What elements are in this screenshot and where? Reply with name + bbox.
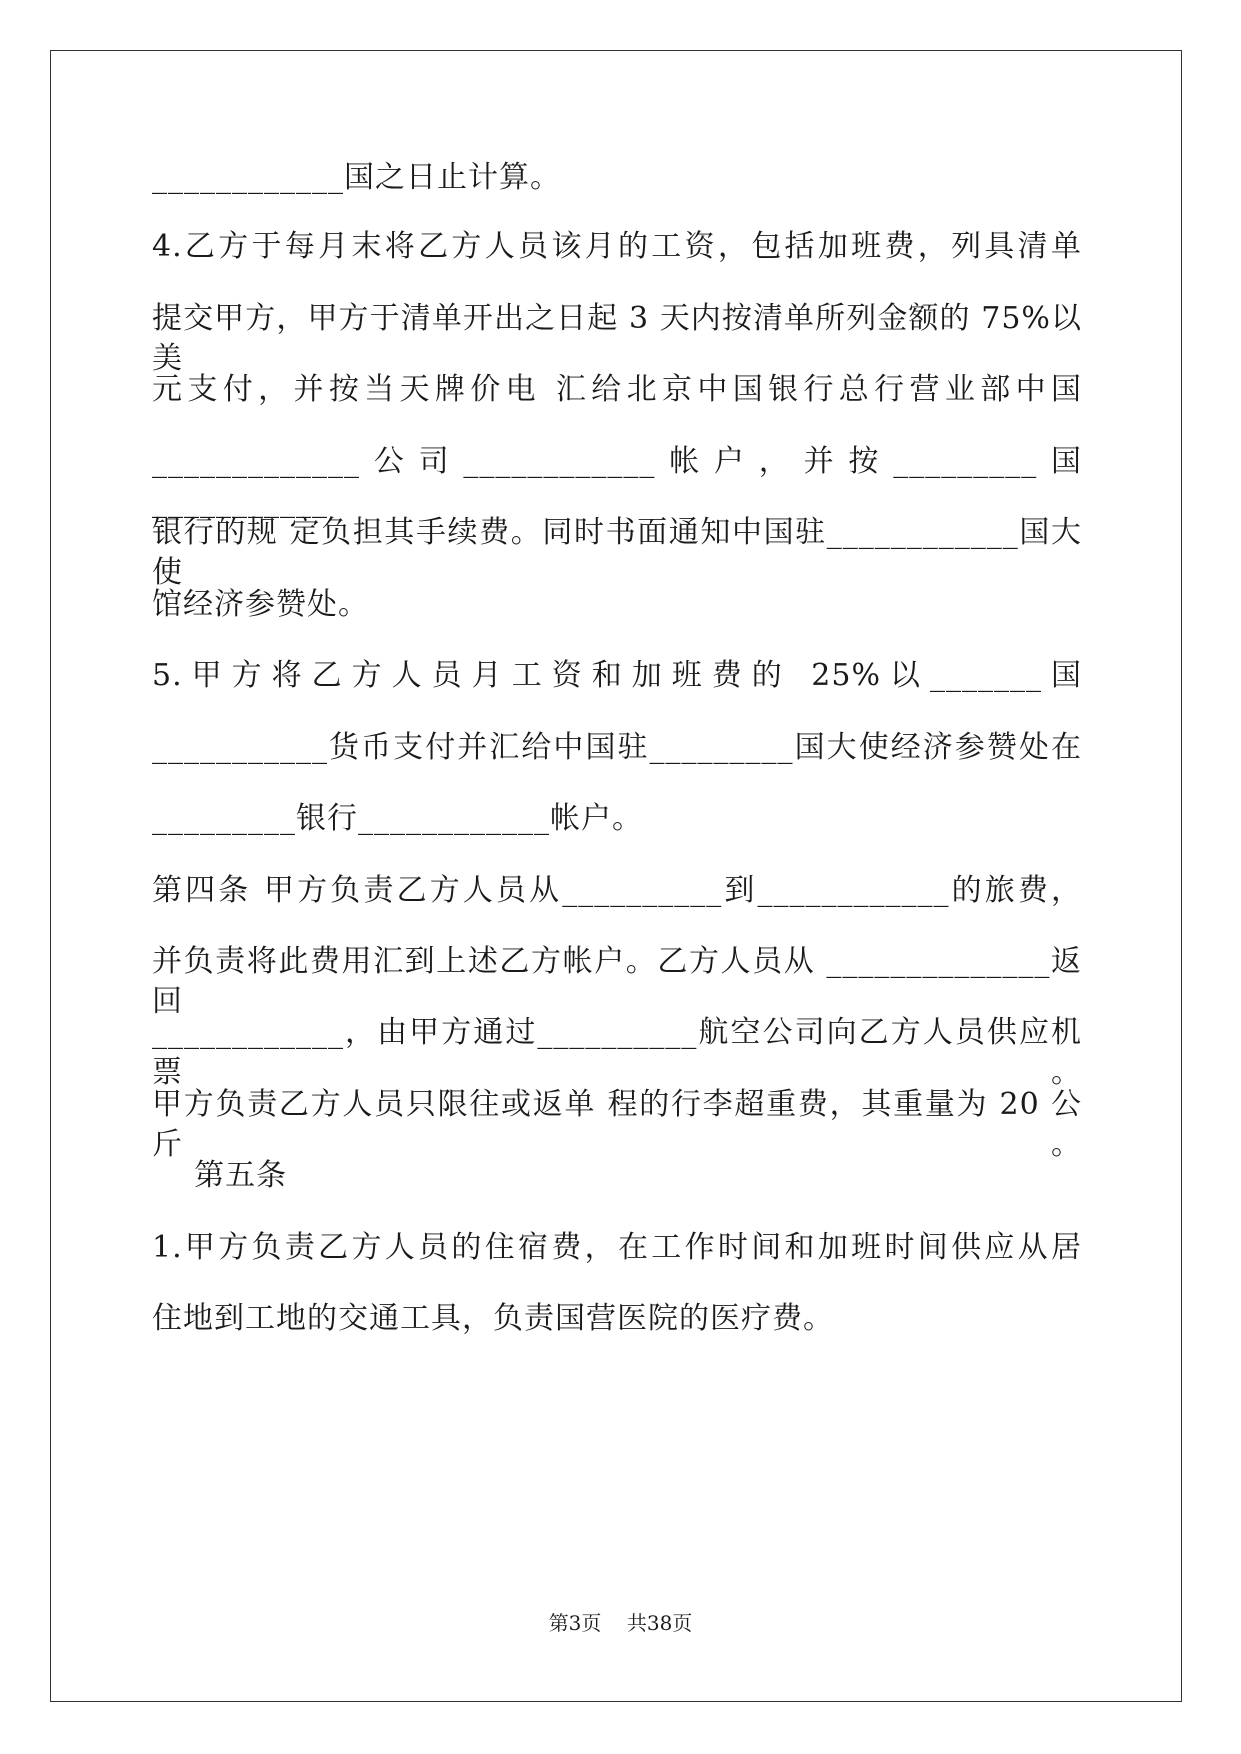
paragraph-line: 第五条 (152, 1158, 288, 1193)
paragraph-line: _____________公司____________帐户，并按_________国___________ (152, 444, 1082, 519)
page-number: 第3页 共38页 (548, 1611, 693, 1635)
paragraph-line: ____________国之日止计算。 (152, 160, 561, 195)
paragraph-line: 提交甲方，甲方于清单开出之日起 3 天内按清单所列金额的 75%以美 (152, 301, 1082, 376)
paragraph-line: 第四条 甲方负责乙方人员从__________到____________的旅费， (152, 873, 1082, 908)
paragraph-line: _________银行____________帐户。 (152, 801, 643, 836)
paragraph-line: 甲方负责乙方人员只限往或返单 程的行李超重费，其重量为 20 公斤。 (152, 1087, 1082, 1162)
paragraph-line: 馆经济参赞处。 (152, 587, 369, 622)
paragraph-line: 银行的规 定负担其手续费。同时书面通知中国驻____________国大使 (152, 515, 1082, 590)
paragraph-line: 5.甲方将乙方人员月工资和加班费的 25%以_______国 (152, 658, 1082, 693)
paragraph-line: 1.甲方负责乙方人员的住宿费，在工作时间和加班时间供应从居 (152, 1230, 1082, 1265)
paragraph-line: 并负责将此费用汇到上述乙方帐户。乙方人员从 ______________返回 (152, 944, 1082, 1019)
paragraph-line: ___________货币支付并汇给中国驻_________国大使经济参赞处在 (152, 730, 1082, 765)
paragraph-line: 住地到工地的交通工具，负责国营医院的医疗费。 (152, 1301, 834, 1336)
paragraph-line: 元支付，并按当天牌价电 汇给北京中国银行总行营业部中国 (152, 372, 1082, 407)
paragraph-line: 4.乙方于每月末将乙方人员该月的工资，包括加班费，列具清单 (152, 229, 1082, 264)
paragraph-line: ____________，由甲方通过__________航空公司向乙方人员供应机票。 (152, 1015, 1082, 1090)
